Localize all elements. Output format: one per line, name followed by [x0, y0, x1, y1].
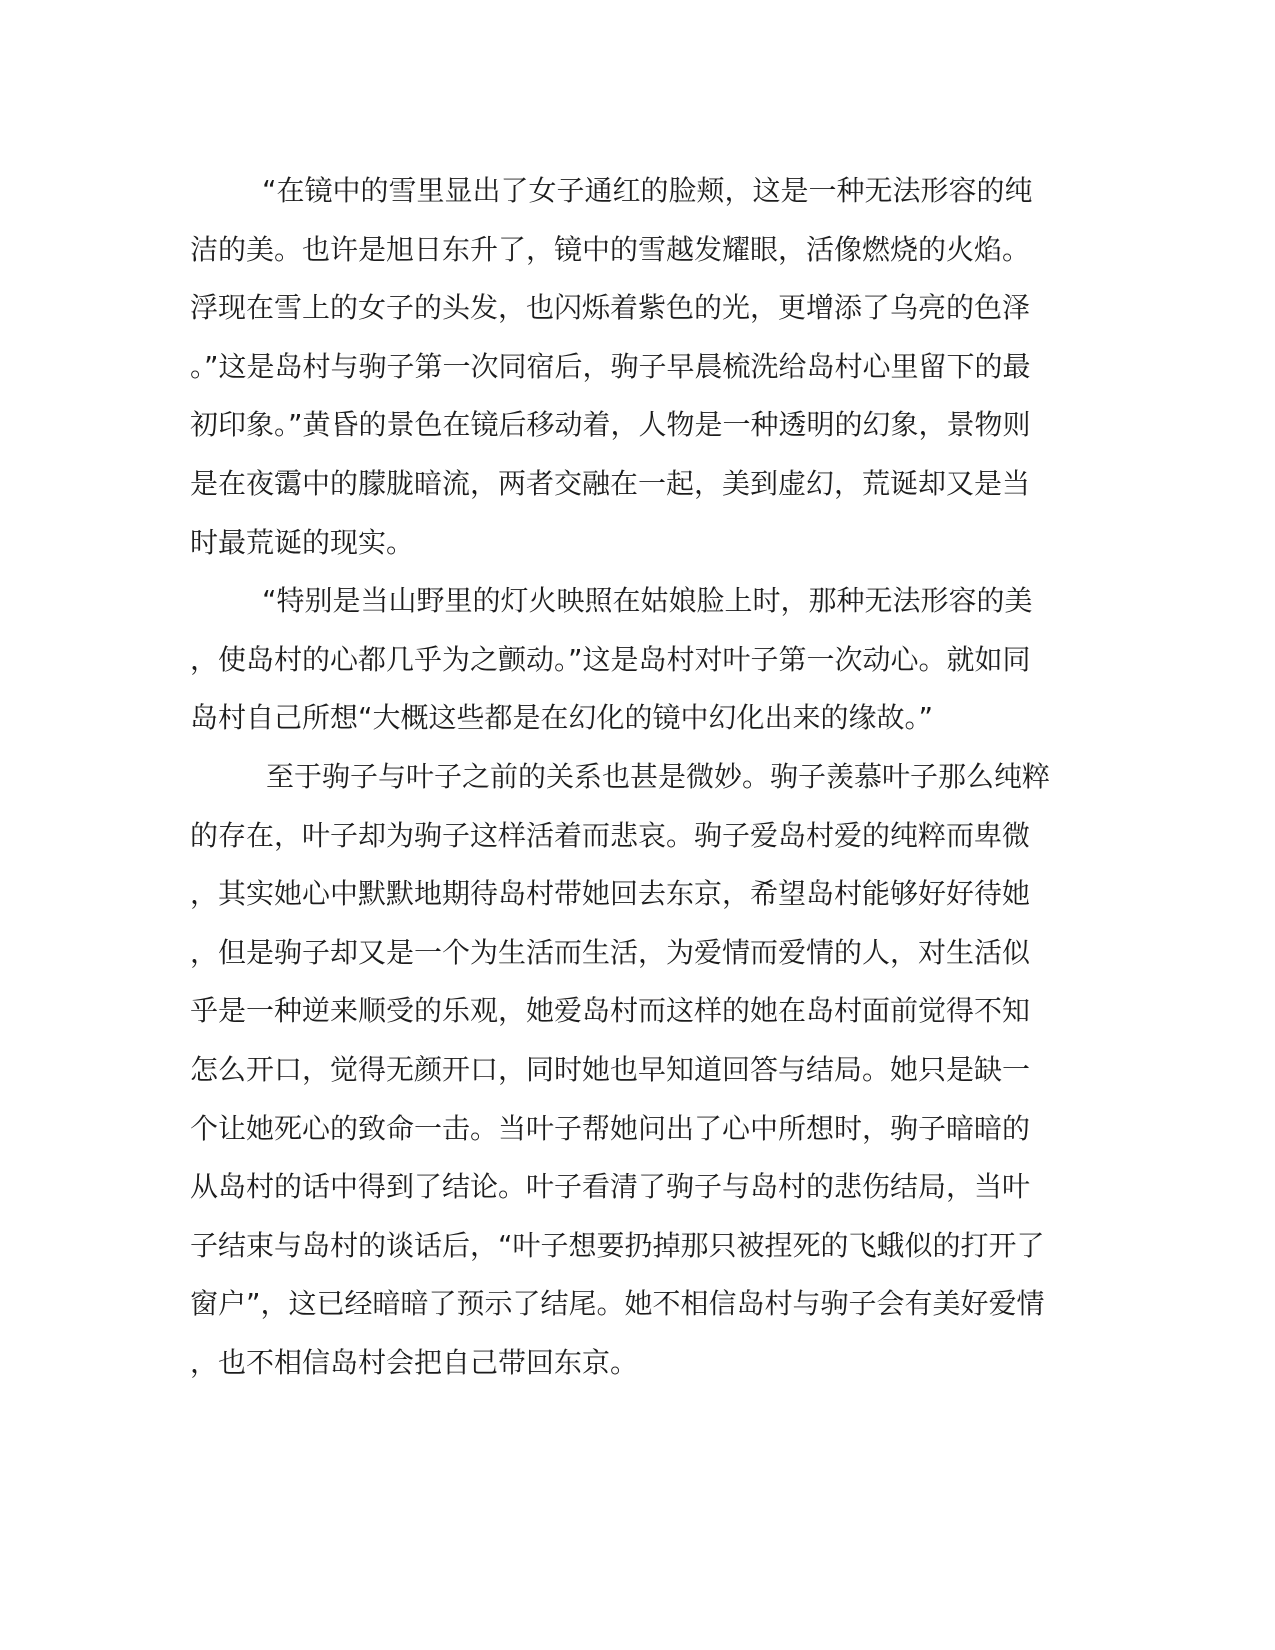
paragraph-komako-yoko — [190, 748, 1090, 1393]
text-line: 初印象。”黄昏的景色在镜后移动着，人物是一种透明的幻象，景物则 — [190, 408, 1031, 442]
text-line: 窗户”，这已经暗暗了预示了结尾。她不相信岛村与驹子会有美好爱情 — [190, 1287, 1045, 1321]
text-line: 。”这是岛村与驹子第一次同宿后，驹子早晨梳洗给岛村心里留下的最 — [190, 349, 1031, 383]
text-line: 时最荒诞的现实。 — [190, 525, 415, 559]
text-line: ，其实她心中默默地期待岛村带她回去东京，希望岛村能够好好待她 — [190, 877, 1031, 911]
text-line: 洁的美。也许是旭日东升了，镜中的雪越发耀眼，活像燃烧的火焰。 — [190, 232, 1031, 266]
paragraph-lantern-light — [190, 572, 1090, 748]
text-line: 浮现在雪上的女子的头发，也闪烁着紫色的光，更增添了乌亮的色泽 — [190, 291, 1031, 325]
text-line: 岛村自己所想“大概这些都是在幻化的镜中幻化出来的缘故。” — [190, 701, 934, 735]
text-line: 乎是一种逆来顺受的乐观，她爱岛村而这样的她在岛村面前觉得不知 — [190, 994, 1031, 1028]
text-line: “在镜中的雪里显出了女子通红的脸颊，这是一种无法形容的纯 — [262, 174, 1033, 207]
text-line: 从岛村的话中得到了结论。叶子看清了驹子与岛村的悲伤结局，当叶 — [190, 1170, 1031, 1204]
paragraph-mirror-snow — [190, 162, 1090, 572]
text-line: 是在夜霭中的朦胧暗流，两者交融在一起，美到虚幻，荒诞却又是当 — [190, 466, 1031, 500]
text-line: 个让她死心的致命一击。当叶子帮她问出了心中所想时，驹子暗暗的 — [190, 1111, 1031, 1145]
text-line: 的存在，叶子却为驹子这样活着而悲哀。驹子爱岛村爱的纯粹而卑微 — [190, 818, 1031, 852]
text-line: 至于驹子与叶子之前的关系也甚是微妙。驹子羡慕叶子那么纯粹 — [266, 759, 1051, 793]
text-line: 怎么开口，觉得无颜开口，同时她也早知道回答与结局。她只是缺一 — [190, 1052, 1031, 1086]
body-text — [190, 162, 1090, 1392]
text-line: “特别是当山野里的灯火映照在姑娘脸上时，那种无法形容的美 — [262, 584, 1033, 618]
text-line: ，也不相信岛村会把自己带回东京。 — [190, 1345, 639, 1379]
text-line: ，但是驹子却又是一个为生活而生活，为爱情而爱情的人，对生活似 — [190, 935, 1031, 969]
text-line: 子结束与岛村的谈话后，“叶子想要扔掉那只被捏死的飞蛾似的打开了 — [190, 1228, 1045, 1262]
text-line: ，使岛村的心都几乎为之颤动。”这是岛村对叶子第一次动心。就如同 — [190, 642, 1031, 676]
